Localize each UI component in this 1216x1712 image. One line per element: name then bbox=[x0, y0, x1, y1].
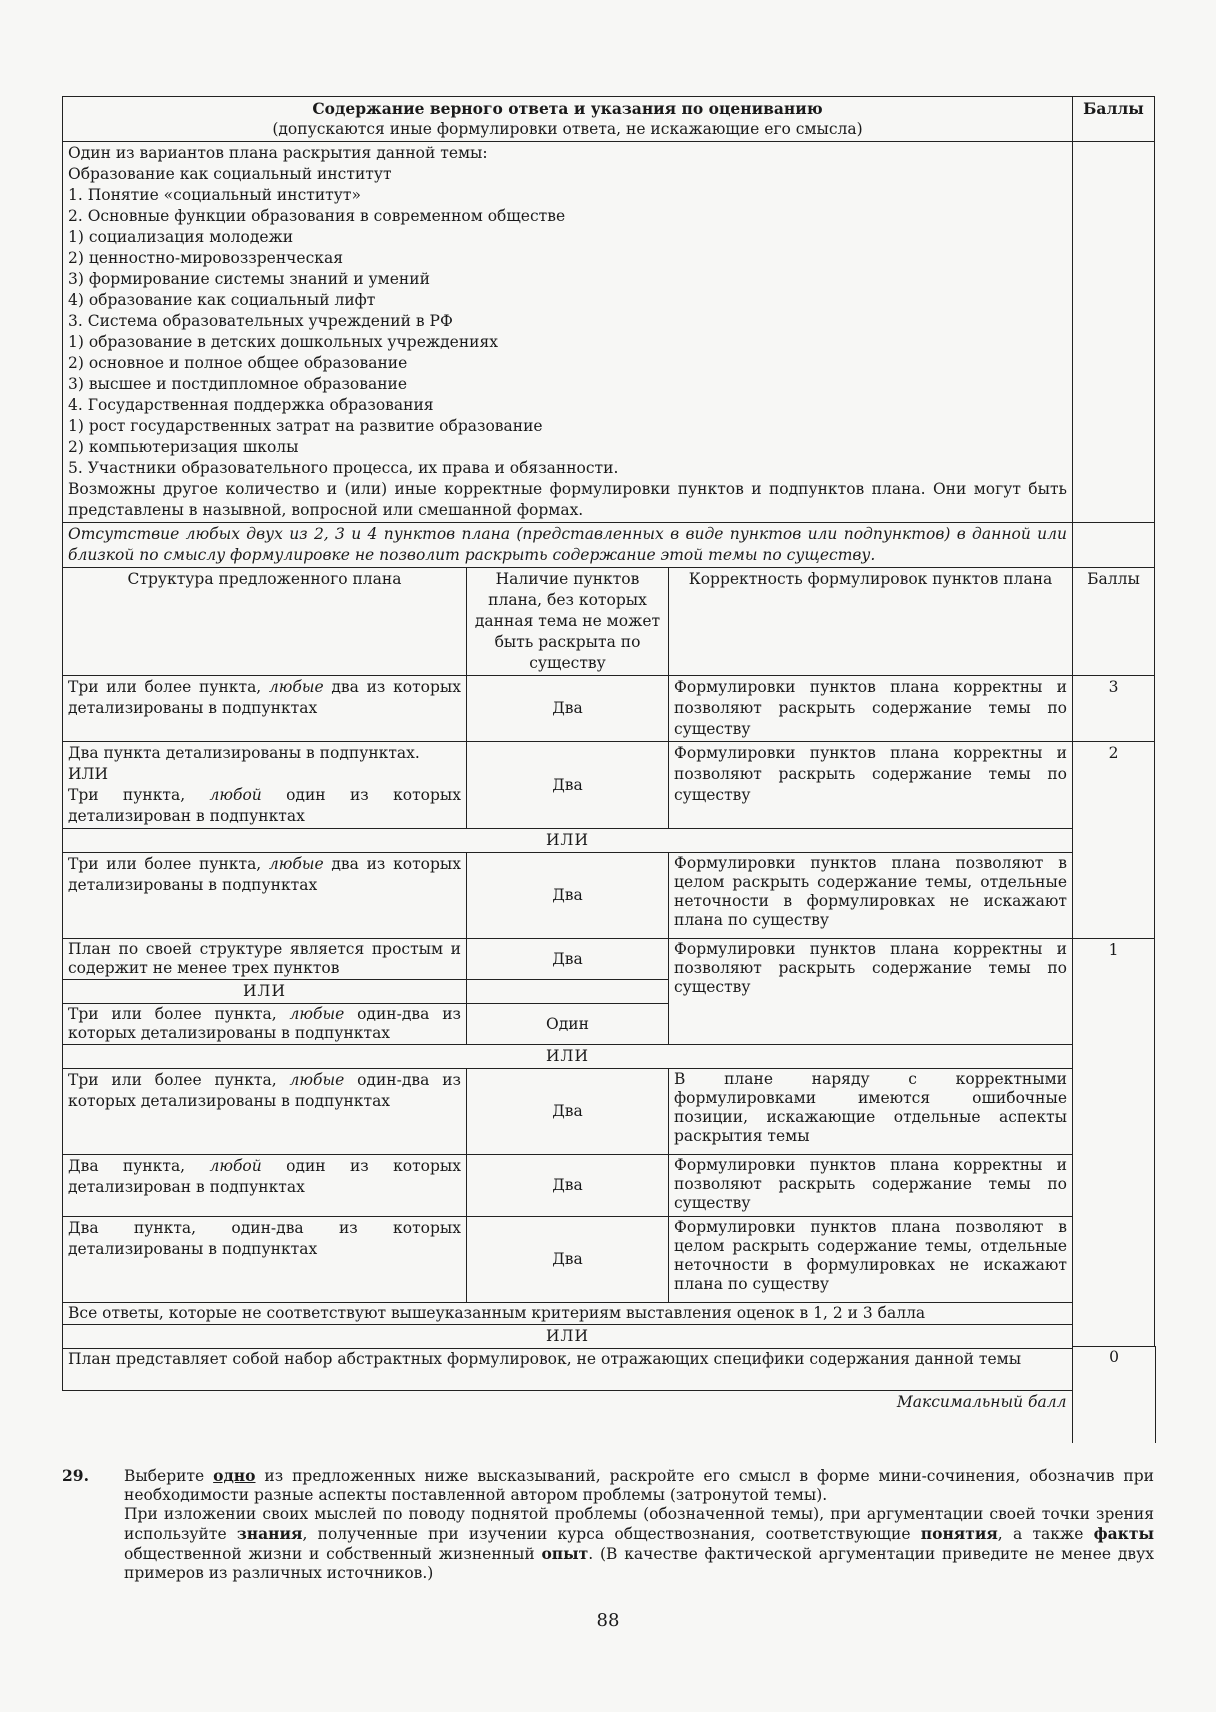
r4-correctness: Формулировки пунктов плана корректны и позволяют раскрыть содержание темы по существу bbox=[669, 939, 1073, 1045]
r2-structure-or: ИЛИ bbox=[68, 765, 108, 783]
plan-lines bbox=[68, 143, 1067, 479]
plan-note: Возможны другое количество и (или) иные корректные формулировки пунктов и подпунктов плана. Они могут быть представлены в назывной, вопросной или смешанной формах. bbox=[68, 480, 1067, 519]
r1-presence: Два bbox=[467, 676, 669, 742]
q29-p2-b: знания bbox=[236, 1524, 303, 1543]
r7-structure-em: любой bbox=[209, 1157, 262, 1175]
plan-line: 5. Участники образовательного процесса, их права и обязанности. bbox=[68, 459, 619, 477]
r6-correctness: В плане наряду с корректными формулировками имеются ошибочные позиции, искажающие отдельные аспекты раскрытия темы bbox=[669, 1069, 1073, 1155]
plan-line: 1. Понятие «социальный институт» bbox=[68, 186, 361, 204]
r5-presence: Один bbox=[467, 1004, 669, 1045]
r4-presence: Два bbox=[467, 939, 669, 980]
r2-points: 2 bbox=[1073, 742, 1155, 939]
r8-correctness: Формулировки пунктов плана позволяют в целом раскрыть содержание темы, отдельные неточности в формулировках не искажают плана по существу bbox=[669, 1217, 1073, 1303]
q29-p1-a: Выберите bbox=[124, 1467, 214, 1485]
r4-presence-spacer bbox=[467, 980, 669, 1004]
col-presence-header: Наличие пунктов плана, без которых данная тема не может быть раскрыта по существу bbox=[467, 568, 669, 676]
r7-correctness: Формулировки пунктов плана корректны и позволяют раскрыть содержание темы по существу bbox=[669, 1155, 1073, 1217]
plan-line: 1) рост государственных затрат на развитие образование bbox=[68, 417, 543, 435]
r7-presence: Два bbox=[467, 1155, 669, 1217]
r3-structure-em: любые bbox=[268, 855, 324, 873]
r4-structure: План по своей структуре является простым и содержит не менее трех пунктов bbox=[63, 939, 467, 980]
r8-presence: Два bbox=[467, 1217, 669, 1303]
plan-points-empty bbox=[1073, 142, 1155, 523]
r3-structure-a: Три или более пункта, bbox=[68, 855, 269, 873]
grading-table-top bbox=[62, 96, 1155, 568]
q29-p2-a: При изложении своих мыслей по поводу поднятой проблемы (обозначенной темы), при аргументации своей точки зрения используйте bbox=[124, 1505, 1154, 1543]
r2-correctness: Формулировки пунктов плана корректны и позволяют раскрыть содержание темы по существу bbox=[669, 742, 1073, 829]
criteria-table bbox=[62, 567, 1155, 1391]
r5-structure-b: один-два из которых детализированы в подпунктах bbox=[68, 1005, 461, 1042]
q29-p2-c: , полученные при изучении курса обществознания, соответствующие bbox=[302, 1525, 921, 1543]
r9-points: 0 bbox=[1109, 1348, 1119, 1366]
q29-p2-h: опыт bbox=[541, 1544, 589, 1563]
max-score-label: Максимальный балл bbox=[62, 1391, 1072, 1415]
r2-structure-a: Три пункта, bbox=[68, 786, 210, 804]
q29-p1-b: одно bbox=[213, 1466, 256, 1485]
q29-p2-f: факты bbox=[1093, 1524, 1155, 1543]
question-29-number: 29. bbox=[62, 1466, 89, 1485]
r6-structure-b: один-два из которых детализированы в подпунктах bbox=[68, 1071, 461, 1110]
q29-p2-d: понятия bbox=[920, 1524, 998, 1543]
or-separator-2: ИЛИ bbox=[63, 980, 467, 1004]
r7-structure bbox=[63, 1155, 467, 1217]
absence-note: Отсутствие любых двух из 2, 3 и 4 пунктов плана (представленных в виде пунктов или подпунктов) в данной или близкой по смыслу формулировке не позволит раскрыть содержание этой темы по существу. bbox=[63, 523, 1073, 568]
plan-line: 1) образование в детских дошкольных учреждениях bbox=[68, 333, 499, 351]
r2-presence: Два bbox=[467, 742, 669, 829]
r1-structure-b: два из которых детализированы в подпунктах bbox=[68, 678, 461, 717]
absence-points-empty bbox=[1073, 523, 1155, 568]
r3-structure-b: два из которых детализированы в подпунктах bbox=[68, 855, 461, 894]
plan-line: 3. Система образовательных учреждений в РФ bbox=[68, 312, 453, 330]
r8-structure: Два пункта, один-два из которых детализированы в подпунктах bbox=[63, 1217, 467, 1303]
r1-structure-em: любые bbox=[268, 678, 324, 696]
r6-structure bbox=[63, 1069, 467, 1155]
r1-points: 3 bbox=[1073, 676, 1155, 742]
r6-structure-em: любые bbox=[289, 1071, 345, 1089]
q29-p2-e: , а также bbox=[997, 1525, 1094, 1543]
r2-structure-b: один из которых детализирован в подпунктах bbox=[68, 786, 461, 825]
or-separator-4: ИЛИ bbox=[63, 1325, 1073, 1349]
r3-presence: Два bbox=[467, 853, 669, 939]
r4-points: 1 bbox=[1073, 939, 1155, 1391]
question-29-paragraph-1 bbox=[124, 1466, 1154, 1505]
q29-p2-i: . (В качестве фактической аргументации приведите не менее двух примеров из различных источников.) bbox=[124, 1545, 1154, 1582]
plan-line: 4. Государственная поддержка образования bbox=[68, 396, 434, 414]
r5-structure-em: любые bbox=[289, 1005, 345, 1023]
or-separator-3: ИЛИ bbox=[63, 1045, 1073, 1069]
r7-structure-b: один из которых детализирован в подпунктах bbox=[68, 1157, 461, 1196]
r2-structure bbox=[63, 742, 467, 829]
q29-p2-g: общественной жизни и собственный жизненный bbox=[124, 1545, 542, 1563]
r5-structure-a: Три или более пункта, bbox=[68, 1005, 290, 1023]
answer-header-title: Содержание верного ответа и указания по оцениванию bbox=[312, 99, 823, 118]
max-score-table bbox=[62, 1390, 1155, 1415]
answer-header bbox=[63, 97, 1073, 142]
r1-correctness: Формулировки пунктов плана корректны и позволяют раскрыть содержание темы по существу bbox=[669, 676, 1073, 742]
r5-structure bbox=[63, 1004, 467, 1045]
r2-structure-1: Два пункта детализированы в подпунктах. bbox=[68, 744, 420, 762]
plan-line: 2. Основные функции образования в современном обществе bbox=[68, 207, 566, 225]
plan-line: Один из вариантов плана раскрытия данной темы: bbox=[68, 144, 488, 162]
col-correctness-header: Корректность формулировок пунктов плана bbox=[669, 568, 1073, 676]
plan-line: 3) формирование системы знаний и умений bbox=[68, 270, 430, 288]
or-separator-1: ИЛИ bbox=[63, 829, 1073, 853]
r3-structure bbox=[63, 853, 467, 939]
page-number: 88 bbox=[596, 1610, 620, 1631]
question-29-paragraph-2 bbox=[124, 1505, 1154, 1583]
plan-line: Образование как социальный институт bbox=[68, 165, 392, 183]
plan-line: 2) ценностно-мировоззренческая bbox=[68, 249, 343, 267]
r3-correctness: Формулировки пунктов плана позволяют в целом раскрыть содержание темы, отдельные неточности в формулировках не искажают плана по существу bbox=[669, 853, 1073, 939]
r7-structure-a: Два пункта, bbox=[68, 1157, 210, 1175]
zero-points-cell bbox=[1072, 1346, 1156, 1443]
r1-structure-a: Три или более пункта, bbox=[68, 678, 269, 696]
plan-line: 2) основное и полное общее образование bbox=[68, 354, 408, 372]
plan-cell bbox=[63, 142, 1073, 523]
col-structure-header: Структура предложенного плана bbox=[63, 568, 467, 676]
plan-line: 3) высшее и постдипломное образование bbox=[68, 375, 408, 393]
points-header: Баллы bbox=[1073, 97, 1155, 142]
plan-line: 1) социализация молодежи bbox=[68, 228, 294, 246]
plan-line: 2) компьютеризация школы bbox=[68, 438, 299, 456]
r9-text: Все ответы, которые не соответствуют вышеуказанным критериям выставления оценок в 1, 2 и 3 балла bbox=[63, 1303, 1073, 1325]
question-29 bbox=[62, 1466, 1154, 1583]
r6-structure-a: Три или более пункта, bbox=[68, 1071, 290, 1089]
answer-header-subtitle: (допускаются иные формулировки ответа, не искажающие его смысла) bbox=[272, 120, 863, 138]
plan-line: 4) образование как социальный лифт bbox=[68, 291, 376, 309]
col-points-header: Баллы bbox=[1073, 568, 1155, 676]
r6-presence: Два bbox=[467, 1069, 669, 1155]
r10-text: План представляет собой набор абстрактных формулировок, не отражающих специфики содержания данной темы bbox=[63, 1349, 1073, 1391]
r1-structure bbox=[63, 676, 467, 742]
grading-page bbox=[62, 96, 1154, 1415]
q29-p1-c: из предложенных ниже высказываний, раскройте его смысл в форме мини-сочинения, обозначив при необходимости разные аспекты поставленной автором проблемы (затронутой темы). bbox=[124, 1467, 1154, 1504]
r2-structure-em: любой bbox=[209, 786, 262, 804]
